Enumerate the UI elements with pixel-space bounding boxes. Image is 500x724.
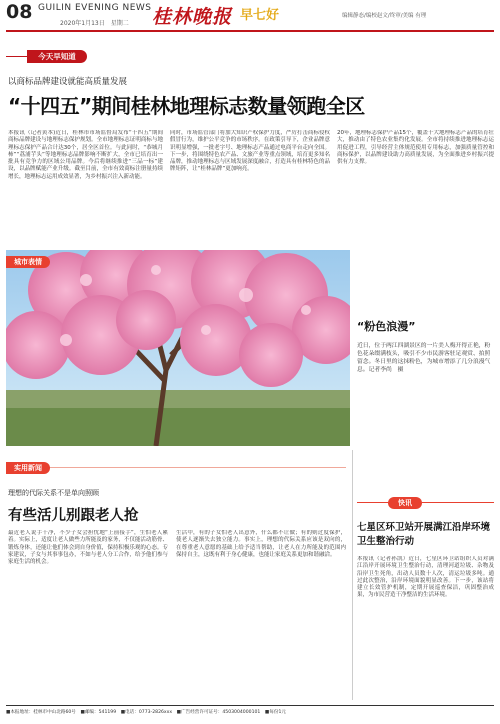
lower-story-headline: 有些活儿别跟老人抢 [8, 508, 139, 524]
photo-section-tag: 城市表情 [6, 256, 50, 268]
footer-info: ■本报地址：桂林市中山北路60号 ■邮编：541199 ■电话：0773-2826xxx ■广告经营许可证号：4503004000101 ■每份1元 [6, 710, 286, 715]
newspaper-logo: 桂林晚报 [152, 6, 233, 28]
blossom-tree-photo [6, 250, 350, 446]
lower-story-subtitle: 理想的代际关系不是单向照顾 [8, 489, 99, 497]
lower-story-column-2: 生活中，有的子女怕老人出意外，什么都不让做；有的则过度保护，使老人逐渐失去独立能力。事实上，理想的代际关系应该是双向的，在尊重老人意愿的基础上给予适当帮助，让老人在力所能及的范围内保持自主，这既有利于身心健康，也能让家庭关系更加和谐融洽。 [176, 530, 346, 558]
kicker-rule [6, 56, 27, 57]
top-story-headline: “十四五”期间桂林地理标志数量领跑全区 [8, 94, 365, 118]
brief-rule-right [422, 502, 494, 503]
brief-rule-left [357, 502, 388, 503]
date-line: 2020年1月13日 星期二 [60, 20, 129, 27]
top-story-column-2: 同时，市场监管部门将加大知识产权保护力度，严厉打击商标侵权假冒行为，维护公平竞争的市场秩序。在政策引导下，企业品牌意识明显增强，一批老字号、地理标志产品通过电商平台走向全国。下一步，将围绕特色农产品、文旅产业等重点领域，培育更多知名品牌，推动地理标志与区域发展深度融合，打造具有桂林特色的品牌矩阵，让“桂林品牌”更加响亮。 [170, 130, 330, 173]
editors-line: 编辑静态/编校赵文/终审/美编 有理 [342, 13, 427, 19]
photo-caption-title: “粉色浪漫” [357, 320, 416, 333]
top-story-column-1: 本报讯（记者黄本)近日，桂林市市场监督局发布“十四五”期间商标品牌建设与地理标志保护规划。全市地理标志证明商标与地理标志保护产品合计达30个，居全区首位。与此同时，“恭城月柿”“荔浦芋头”等地理标志品牌影响不断扩大，全市已培育出一批具有竞争力的区域公用品牌。今后将继续推进“三品一标”建设，以品牌赋能产业升级。截至目前，全市有效商标注册量持续增长，地理标志运用成效显著，为乡村振兴注入新动能。 [8, 130, 163, 180]
section-name: 早七好 [240, 8, 280, 23]
masthead-rule [6, 30, 494, 32]
lower-section-rule [6, 467, 346, 468]
brief-tag: 快讯 [388, 497, 422, 509]
news-photo [6, 250, 350, 446]
brief-headline: 七星区环卫站开展满江沿岸环境卫生整治行动 [357, 522, 491, 547]
photo-caption: 近日，位于两江四湖景区的一片美人梅开得正艳，粉色花朵缀满枝头，吸引不少市民游客驻足观赏、拍照留念。冬日里的这抹粉色，为城市增添了几分浪漫气息。记者李尚 摄 [357, 343, 491, 373]
lower-section-tag: 实用新闻 [6, 462, 50, 474]
lower-story-column-1: 最近老人说手干净，不少子女会担忧地“上前接手”，生怕老人累着。实际上，适度让老人做些力所能及的家务，不仅能活动筋骨、锻炼身体，还能让他们体会到自身价值，保持积极乐观的心态。专家建议，子女与其事事包办，不如与老人分工合作，给予他们参与家庭生活的机会。 [8, 530, 168, 566]
section-kicker: 今天早知道 [27, 50, 87, 63]
edition-name: GUILIN EVENING NEWS [38, 3, 152, 13]
top-story-subtitle: 以商标品牌建设就能高质量发展 [8, 77, 128, 87]
column-divider [352, 450, 353, 700]
brief-body: 本报讯（记者孙凯）近日，七星区环卫站组织人员对满江沿岸开展环境卫生整治行动，清理河道垃圾、杂物及沿岸卫生死角，出动人员数十人次，清运垃圾多吨。通过此次整治，沿岸环境面貌明显改善。下一步，该站将建立长效管护机制，定期开展巡查保洁，巩固整治成果，为市民营造干净整洁的生活环境。 [357, 556, 494, 599]
footer-rule [6, 705, 494, 706]
page-number: 08 [6, 1, 33, 23]
masthead [0, 0, 500, 34]
top-story-column-3: 20年，地理标志保护产品15个，覆盖十大地理标志产品的培育壮大，推动由了特色农业集约化发展。全市将持续推进地理标志运用促进工程，引导经营主体规范使用专用标志，加强质量管控和商标保护，以品牌建设助力高质量发展，为全面推进乡村振兴提供有力支撑。 [337, 130, 494, 166]
